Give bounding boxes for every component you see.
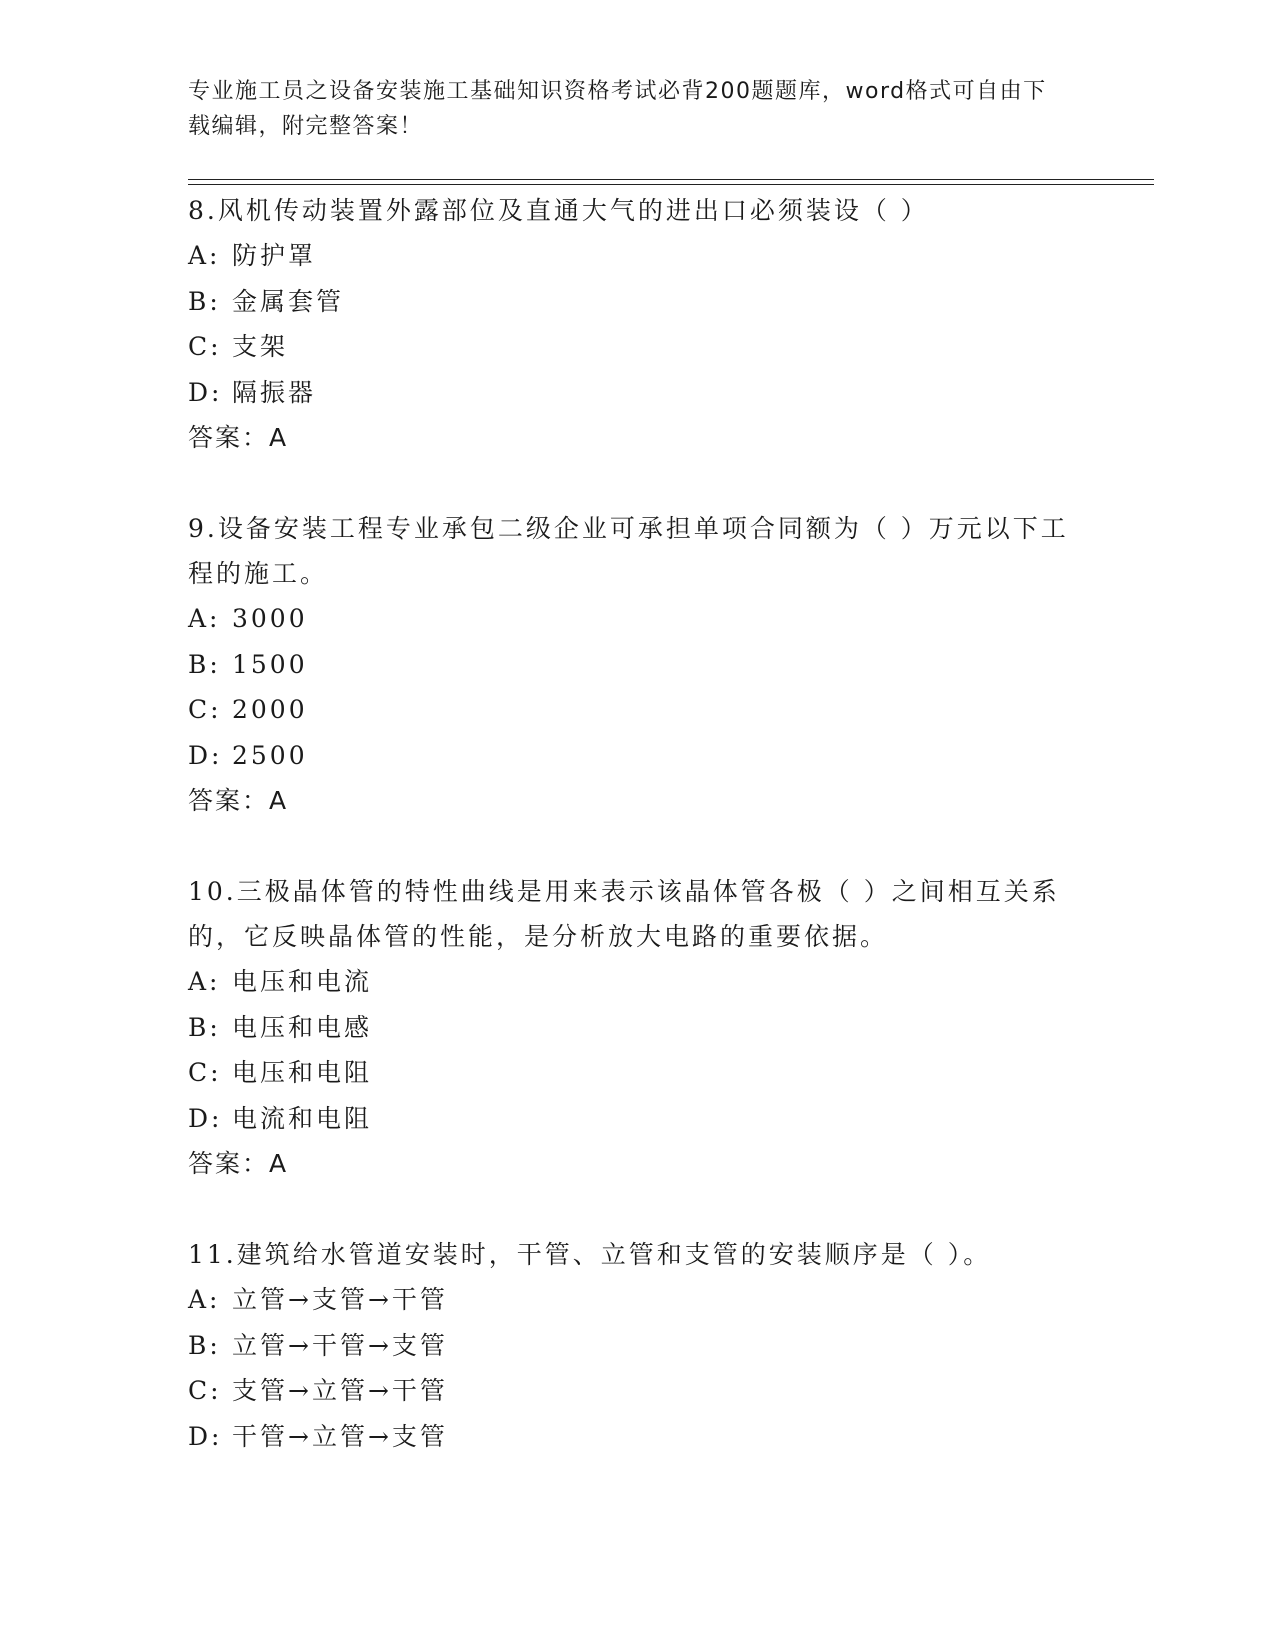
option-text: 干管→立管→支管 (232, 1421, 448, 1451)
option-letter: D: (188, 1421, 223, 1451)
option-text: 电压和电阻 (232, 1058, 373, 1087)
option-letter: B: (188, 649, 221, 679)
option-a (188, 959, 1088, 1005)
option-d (188, 370, 1088, 416)
option-b (188, 1323, 1088, 1369)
option-letter: D: (188, 377, 223, 407)
header-text: 专业施工员之设备安装施工基础知识资格考试必背200题题库，word格式可自由下载编辑，附完整答案！ (188, 79, 1047, 139)
option-text: 支架 (232, 332, 289, 361)
option-b (188, 279, 1088, 325)
option-d (188, 1096, 1088, 1142)
option-d (188, 1414, 1088, 1460)
option-b (188, 1005, 1088, 1051)
document-header (188, 74, 1068, 144)
option-text: 电流和电阻 (232, 1103, 373, 1133)
answer-text: 答案：A (188, 786, 289, 815)
question-8 (188, 188, 1088, 460)
option-b (188, 642, 1088, 688)
question-text: 8.风机传动装置外露部位及直通大气的进出口必须装设（ ） (188, 196, 929, 225)
option-text: 金属套管 (232, 286, 345, 316)
option-text: 3000 (232, 604, 308, 633)
option-letter: A: (188, 604, 221, 633)
option-letter: C: (188, 1376, 222, 1405)
question-9 (188, 506, 1088, 823)
option-c (188, 1368, 1088, 1414)
option-text: 2000 (232, 695, 308, 724)
option-a (188, 233, 1088, 279)
answer-text: 答案：A (188, 1149, 289, 1178)
option-text: 电压和电感 (232, 1012, 373, 1042)
question-10 (188, 869, 1088, 1186)
option-c (188, 687, 1088, 733)
option-letter: A: (188, 967, 221, 996)
option-text: 立管→干管→支管 (232, 1330, 448, 1360)
option-text: 1500 (232, 649, 308, 679)
option-letter: B: (188, 1012, 221, 1042)
option-text: 2500 (232, 740, 308, 770)
option-text: 隔振器 (232, 377, 317, 407)
option-letter: B: (188, 1330, 221, 1360)
option-a (188, 1277, 1088, 1323)
option-letter: A: (188, 241, 221, 270)
header-divider (188, 179, 1154, 185)
question-text: 11.建筑给水管道安装时，干管、立管和支管的安装顺序是（ ）。 (188, 1240, 992, 1269)
option-letter: B: (188, 286, 221, 316)
option-text: 支管→立管→干管 (232, 1376, 448, 1405)
option-letter: C: (188, 1058, 222, 1087)
option-letter: C: (188, 695, 222, 724)
question-11 (188, 1232, 1088, 1459)
option-text: 防护罩 (232, 241, 317, 270)
option-letter: C: (188, 332, 222, 361)
option-letter: D: (188, 1103, 223, 1133)
option-text: 电压和电流 (232, 967, 373, 996)
option-c (188, 1050, 1088, 1096)
question-list (188, 188, 1088, 1505)
option-text: 立管→支管→干管 (232, 1285, 448, 1314)
answer-text: 答案：A (188, 423, 289, 452)
question-text: 9.设备安装工程专业承包二级企业可承担单项合同额为（ ）万元以下工程的施工。 (188, 514, 1069, 588)
option-letter: A: (188, 1285, 221, 1314)
option-a (188, 596, 1088, 642)
option-d (188, 733, 1088, 779)
option-c (188, 324, 1088, 370)
option-letter: D: (188, 740, 223, 770)
question-text: 10.三极晶体管的特性曲线是用来表示该晶体管各极（ ）之间相互关系的，它反映晶体管的性能，是分析放大电路的重要依据。 (188, 877, 1060, 951)
